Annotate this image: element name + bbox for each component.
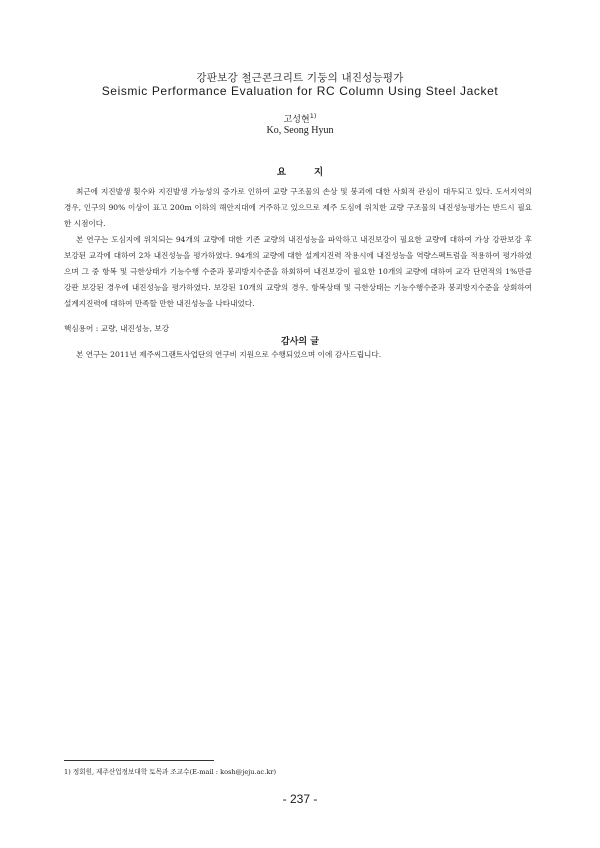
author-name-korean-text: 고성현 <box>283 115 310 125</box>
abstract-body <box>64 184 532 312</box>
author-footnote-marker: 1) <box>309 112 317 120</box>
footnote-author-affiliation: 1) 정회원, 제주산업정보대학 토목과 조교수(E-mail : kosh@jeju.ac.kr) <box>64 768 277 776</box>
keywords-line: 핵심용어 : 교량, 내진성능, 보강 <box>64 324 170 333</box>
author-name-english: Ko, Seong Hyun <box>266 125 334 136</box>
paper-title-korean: 강판보강 철근콘크리트 기둥의 내진성능평가 <box>196 72 404 84</box>
author-name-korean <box>0 112 600 125</box>
paper-title-english: Seismic Performance Evaluation for RC Column Using Steel Jacket <box>101 84 499 98</box>
footnote-divider <box>64 760 214 761</box>
acknowledgement-text: 본 연구는 2011년 제주씨그랜트사업단의 연구비 지원으로 수행되었으며 이에 감사드립니다. <box>76 350 382 359</box>
acknowledgement-heading: 감사의 글 <box>281 337 319 347</box>
acknowledgement-body <box>64 347 532 363</box>
abstract-paragraph-1: 최근에 지진발생 횟수와 지진발생 가능성의 증가로 인하여 교량 구조물의 손상 및 붕괴에 대한 사회적 관심이 대두되고 있다. 도서지역의 경우, 인구의 90% 이상이 표고 200m 이하의 해안지대에 거주하고 있으므로 제주 도심에 위치한 교량 구조물의 내진성능평가는 반드시 필요한 시점이다. <box>64 187 532 228</box>
abstract-heading: 요지 <box>276 167 352 178</box>
page-number: - 237 - <box>282 792 318 806</box>
abstract-paragraph-2: 본 연구는 도심지에 위치되는 94개의 교량에 대한 기존 교량의 내진성능을 파악하고 내진보강이 필요한 교량에 대하여 가상 강판보강 후 보강된 교각에 대하여 2차 내진성능을 평가하였다. 94개의 교량에 대한 설계지진력 작용시에 내진성능을 역량스펙트럼을 적용하여 평가하였으며 그 중 항복 및 극한상태가 기능수행 수준과 붕괴방지수준을 하회하여 내진보강이 필요한 10개의 교량에 대하여 교각 단면적의 1%만큼 강판 보강된 경우에 내진성능을 평가하였다. 보강된 10개의 교량의 경우, 항복상태 및 극한상태는 기능수행수준과 붕괴방지수준을 상회하여 설계지진력에 대하여 만족할 만한 내진성능을 나타내었다. <box>64 235 532 308</box>
